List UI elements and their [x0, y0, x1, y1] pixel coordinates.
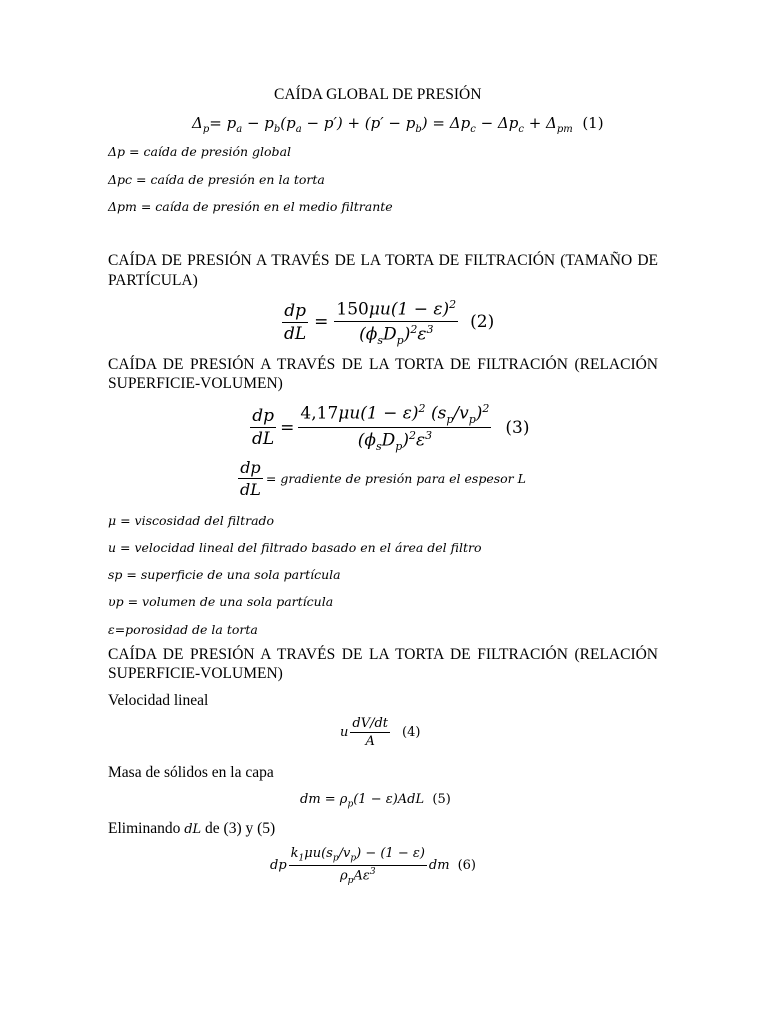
section2-title-line1: CAÍDA DE PRESIÓN A TRAVÉS DE LA TORTA DE FILTRACIÓN (TAMAÑO DE: [108, 252, 658, 269]
equation-4: [340, 716, 420, 749]
eliminando-label: Eliminando dL de (3) y (5): [108, 820, 276, 837]
definition-delta-p: Δp = caída de presión global: [108, 144, 292, 159]
section2-title-line2: PARTÍCULA): [108, 272, 198, 289]
definition-vp: υp = volumen de una sola partícula: [108, 594, 334, 609]
equation-5: dm = $\rho_p(1 - \varepsilon)AdL$ (5): [300, 792, 451, 810]
equation-2-lhs: $\frac{dp}{dL}$: [284, 300, 307, 344]
velocidad-lineal-label: Velocidad lineal: [108, 692, 209, 709]
definition-sp: sp = superficie de una sola partícula: [108, 567, 341, 582]
section4-title-line2: SUPERFICIE-VOLUMEN): [108, 665, 283, 682]
equation-3-rhs: $\frac{4,17\mu u(1 - \varepsilon)^2 (s_p/v_p)^2}{(\phi_sD_p)^2\varepsilon^3}$: [300, 402, 490, 454]
equation-4-prefix: u: [340, 725, 349, 740]
equation-4-fraction: $\frac{dV/dt}{A}$: [352, 716, 389, 749]
equation-6: [270, 846, 476, 886]
definition-epsilon: ε=porosidad de la torta: [108, 622, 258, 637]
equation-6-suffix: dm: [428, 858, 450, 874]
equation-3: $\frac{dp}{dL}$ = $\frac{4,17\mu u(1 - \varepsilon)^2 (s_p/v_p)^2}{(\phi_sD_p)^2\varepsilon^3}$ (3): [252, 402, 530, 454]
equation-3-number: (3): [505, 417, 530, 438]
section3-title-line1: CAÍDA DE PRESIÓN A TRAVÉS DE LA TORTA DE FILTRACIÓN (RELACIÓN: [108, 356, 658, 373]
section3-title-line2: SUPERFICIE-VOLUMEN): [108, 375, 283, 392]
gradient-definition: [238, 458, 526, 499]
equation-6-fraction: $\frac{k_1\mu u(s_p/v_p) - (1 - \varepsilon)}{\rho_pA\varepsilon^3}$: [290, 846, 425, 886]
equation-1-number: (1): [582, 114, 604, 132]
definition-mu: μ = viscosidad del filtrado: [108, 513, 275, 528]
section1-title: CAÍDA GLOBAL DE PRESIÓN: [274, 86, 482, 103]
equation-2-number: (2): [470, 312, 495, 333]
equation-6-number: (6): [457, 858, 476, 874]
equation-2: $\frac{dp}{dL}$ = $\frac{150\mu u(1 - \varepsilon)^2}{(\phi_sD_p)^2\varepsilon^3}$ (2): [284, 298, 495, 347]
equation-2-rhs: $\frac{150\mu u(1 - \varepsilon)^2}{(\phi_sD_p)^2\varepsilon^3}$: [336, 298, 457, 347]
definition-delta-pc: Δpc = caída de presión en la torta: [108, 172, 325, 187]
definition-delta-pm: Δpm = caída de presión en el medio filtrante: [108, 199, 393, 214]
equation-3-lhs: $\frac{dp}{dL}$: [252, 406, 275, 450]
section4-title-line1: CAÍDA DE PRESIÓN A TRAVÉS DE LA TORTA DE FILTRACIÓN (RELACIÓN: [108, 646, 658, 663]
gradient-fraction: $\frac{dp}{dL}$: [240, 458, 261, 499]
equation-6-prefix: dp: [270, 858, 287, 874]
equation-1: $\Delta_p= p_a - p_b(p_a - p') + (p' - p_b) = \Delta p_c - \Delta p_c + \Delta_{pm}$ (1): [192, 114, 604, 135]
definition-u: u = velocidad lineal del filtrado basado en el área del filtro: [108, 540, 482, 555]
masa-solidos-label: Masa de sólidos en la capa: [108, 764, 274, 781]
gradient-text: = gradiente de presión para el espesor L: [265, 471, 526, 486]
equation-4-number: (4): [402, 725, 421, 740]
